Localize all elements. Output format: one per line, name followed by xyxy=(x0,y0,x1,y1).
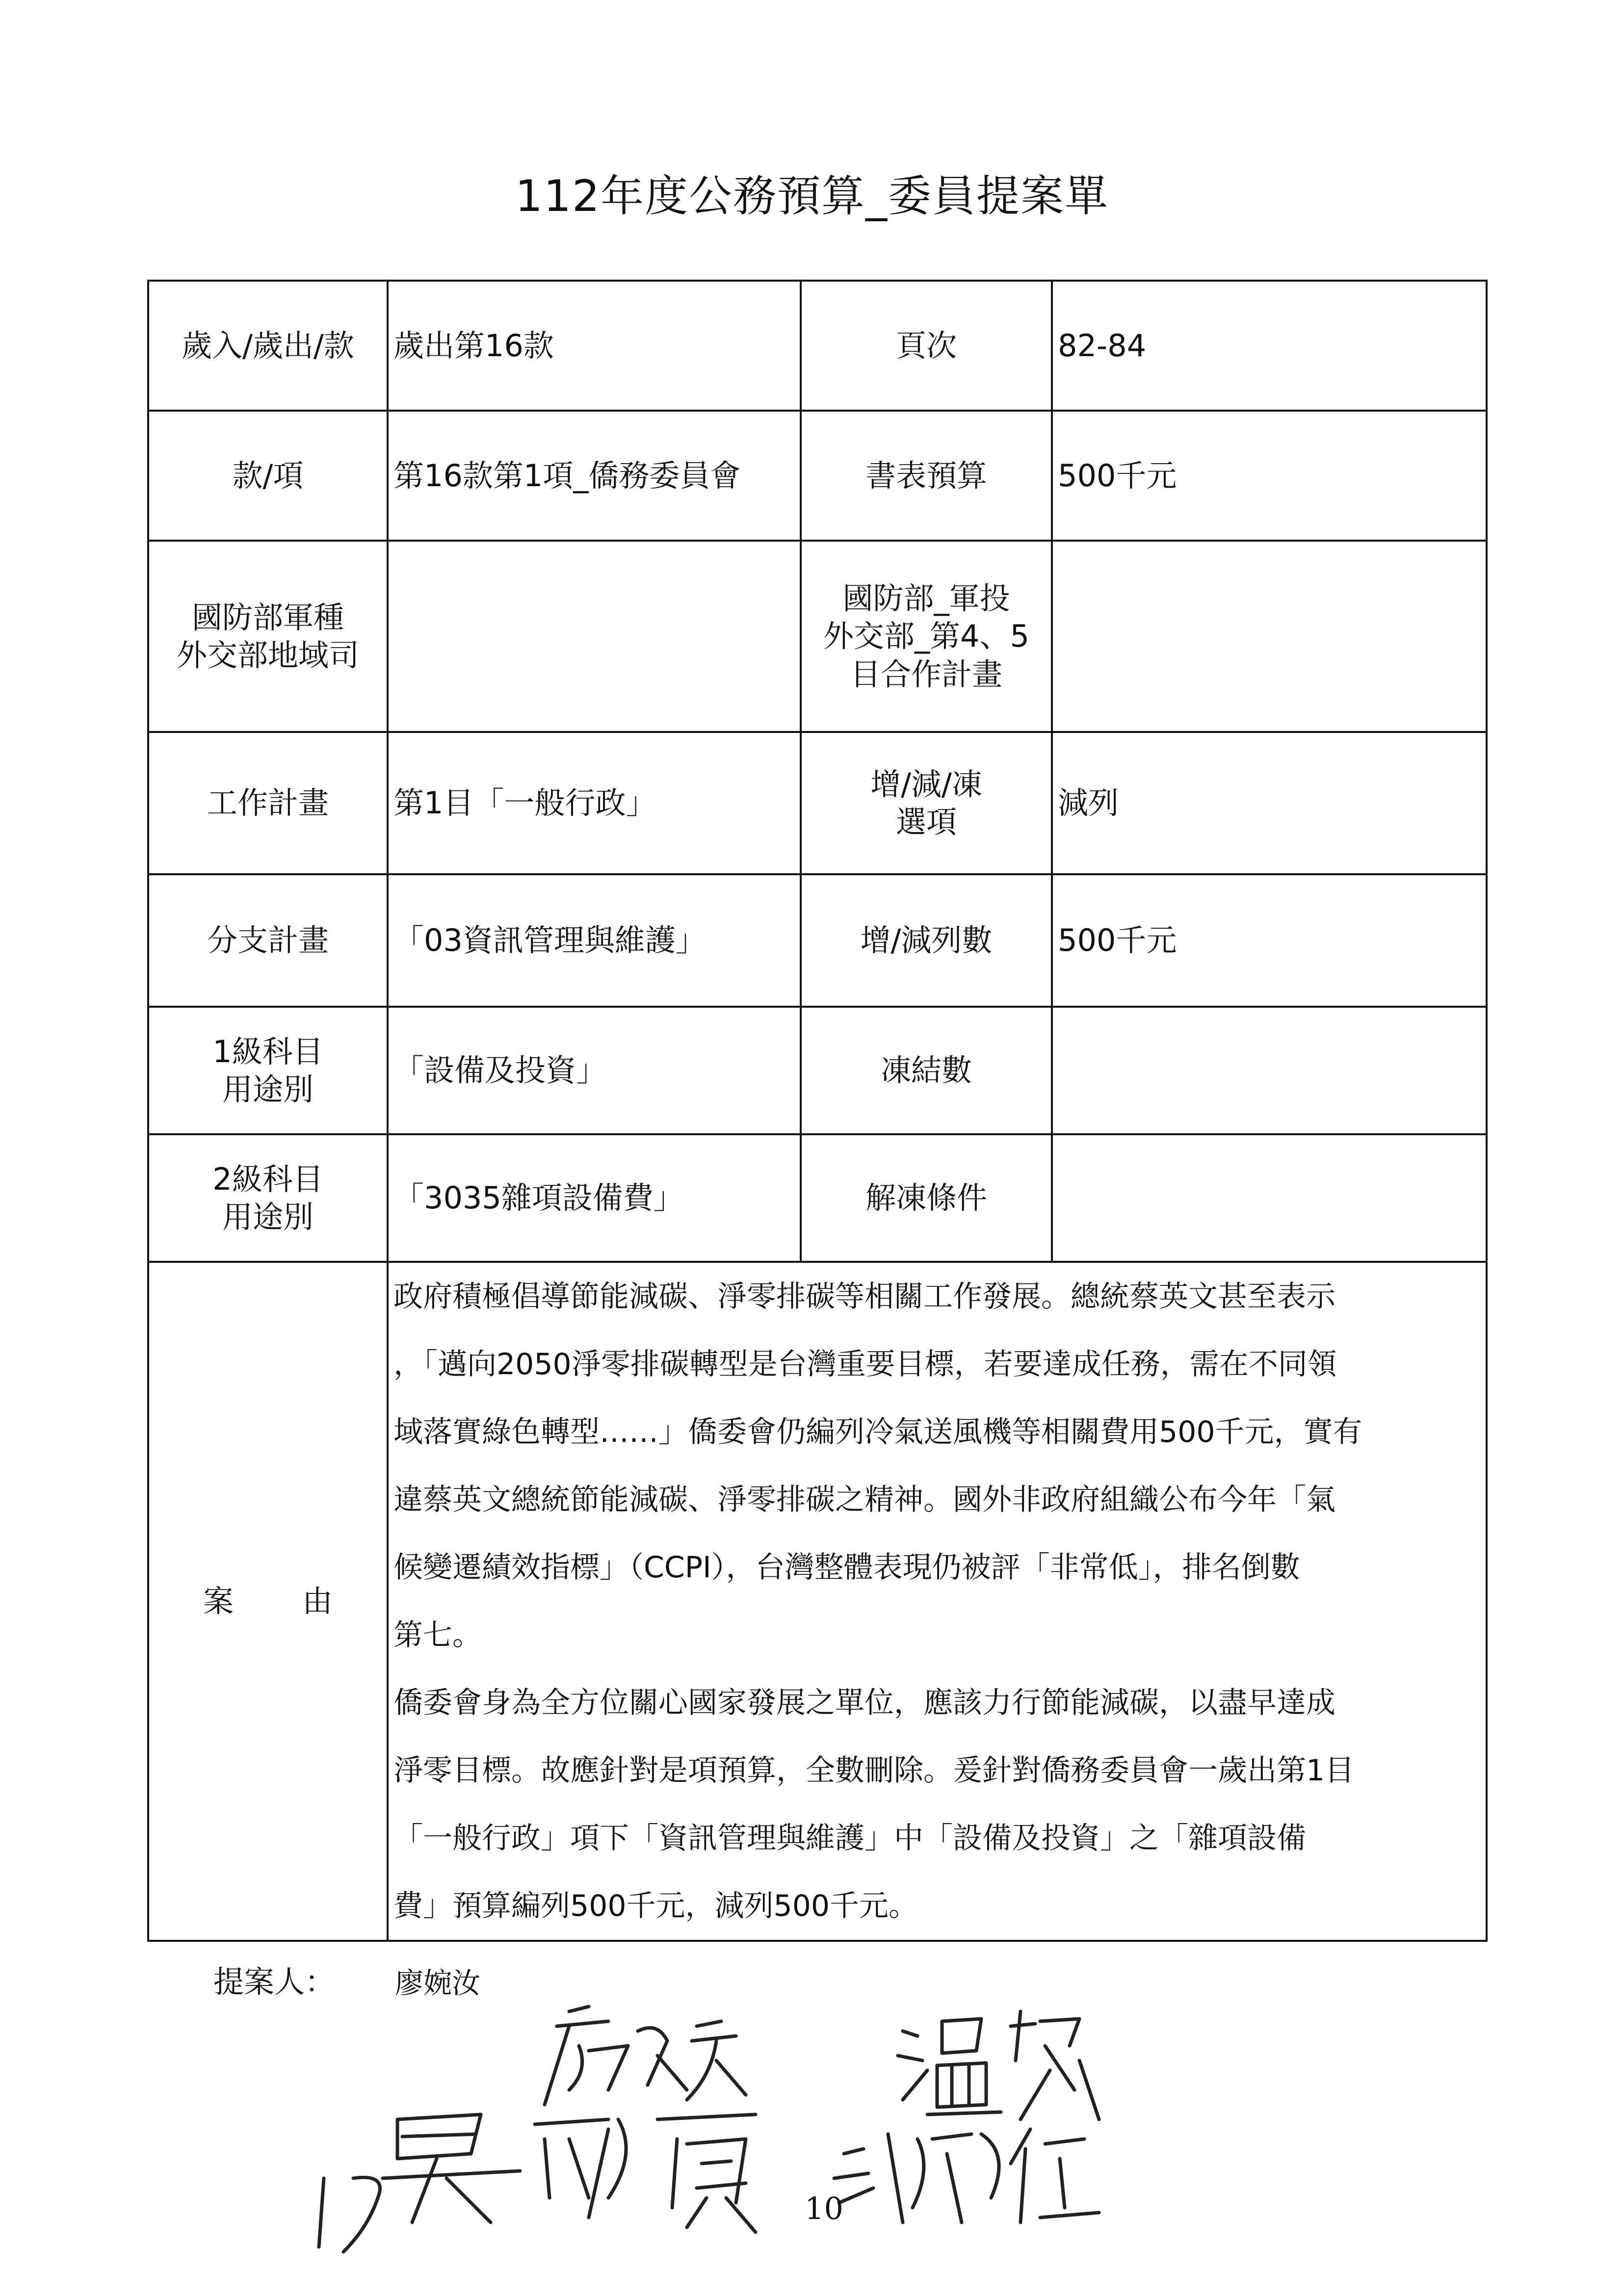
form-row-section-item xyxy=(148,411,1487,541)
value-section-item: 第16款第1項_僑務委員會 xyxy=(388,411,801,541)
reason-line: 違蔡英文總統節能減碳、淨零排碳之精神。國外非政府組織公布今年「氣 xyxy=(393,1483,1336,1517)
page-title: 112年度公務預算_委員提案單 xyxy=(515,171,1109,221)
form-row-work-plan xyxy=(148,732,1487,874)
label-level2-subject xyxy=(148,1134,388,1262)
reason-line: ，「邁向2050淨零排碳轉型是台灣重要目標，若要達成任務，需在不同領 xyxy=(393,1347,1337,1382)
proposer-label: 提案人： xyxy=(213,1964,336,2000)
label-line: 2級科目 xyxy=(212,1161,323,1197)
form-row-level2-subject xyxy=(148,1134,1487,1262)
form-row-reason xyxy=(148,1262,1487,1941)
label-line: 用途別 xyxy=(222,1071,314,1107)
form-row-level1-subject xyxy=(148,1007,1487,1134)
reason-line: 淨零目標。故應針對是項預算，全數刪除。爰針對僑務委員會一歲出第1目 xyxy=(393,1753,1355,1788)
label-line: 選項 xyxy=(895,804,957,840)
label-reason-char: 案 xyxy=(203,1583,234,1619)
label-change-amount: 增/減列數 xyxy=(801,874,1052,1007)
value-defense-foreign-plan xyxy=(1052,541,1487,732)
reason-line: 僑委會身為全方位關心國家發展之單位，應該力行節能減碳，以盡早達成 xyxy=(393,1686,1336,1720)
label-defense-foreign-dept xyxy=(148,541,388,732)
label-level1-subject xyxy=(148,1007,388,1134)
label-page: 頁次 xyxy=(801,281,1052,411)
value-unfreeze-condition xyxy=(1052,1134,1487,1262)
value-frozen-amount xyxy=(1052,1007,1487,1134)
label-line: 用途別 xyxy=(222,1199,314,1235)
form-row-defense-foreign xyxy=(148,541,1487,732)
proposer-name: 廖婉汝 xyxy=(395,1966,481,2000)
label-reason xyxy=(148,1262,388,1941)
value-page: 82-84 xyxy=(1052,281,1487,411)
proposal-form-table xyxy=(147,280,1488,1942)
label-unfreeze-condition: 解凍條件 xyxy=(801,1134,1052,1262)
label-line: 1級科目 xyxy=(212,1033,323,1070)
reason-line: 「一般行政」項下「資訊管理與維護」中「設備及投資」之「雜項設備 xyxy=(393,1821,1306,1855)
label-line: 外交部地域司 xyxy=(176,637,359,673)
reason-line: 域落實綠色轉型……」僑委會仍編列冷氣送風機等相關費用500千元，實有 xyxy=(393,1415,1362,1449)
value-level2-subject: 「3035雜項設備費」 xyxy=(388,1134,801,1262)
label-budget-section: 歲入/歲出/款 xyxy=(148,281,388,411)
value-budget-section: 歲出第16款 xyxy=(388,281,801,411)
value-level1-subject: 「設備及投資」 xyxy=(388,1007,801,1134)
label-defense-foreign-plan xyxy=(801,541,1052,732)
value-work-plan: 第1目「一般行政」 xyxy=(388,732,801,874)
label-statement-budget: 書表預算 xyxy=(801,411,1052,541)
label-work-plan: 工作計畫 xyxy=(148,732,388,874)
label-line: 目合作計畫 xyxy=(850,656,1002,692)
value-statement-budget: 500千元 xyxy=(1052,411,1487,541)
label-line: 增/減/凍 xyxy=(870,766,982,802)
value-change-amount: 500千元 xyxy=(1052,874,1487,1007)
form-row-budget-section xyxy=(148,281,1487,411)
reason-line: 候變遷績效指標」（CCPI），台灣整體表現仍被評「非常低」，排名倒數 xyxy=(393,1550,1300,1585)
label-frozen-amount: 凍結數 xyxy=(801,1007,1052,1134)
label-section-item: 款/項 xyxy=(148,411,388,541)
label-line: 國防部軍種 xyxy=(191,599,344,635)
reason-body xyxy=(393,1263,1481,1940)
value-action-option: 減列 xyxy=(1052,732,1487,874)
reason-line: 費」預算編列500千元，減列500千元。 xyxy=(393,1889,918,1923)
reason-line: 政府積極倡導節能減碳、淨零排碳等相關工作發展。總統蔡英文甚至表示 xyxy=(393,1279,1336,1314)
label-line: 國防部_軍投 xyxy=(842,580,1010,616)
label-action-option xyxy=(801,732,1052,874)
reason-line: 第七。 xyxy=(393,1618,482,1652)
label-branch-plan: 分支計畫 xyxy=(148,874,388,1007)
reason-text-cell xyxy=(388,1262,1487,1941)
page-number: 10 xyxy=(805,2191,843,2226)
form-row-branch-plan xyxy=(148,874,1487,1007)
value-branch-plan: 「03資訊管理與維護」 xyxy=(388,874,801,1007)
label-line: 外交部_第4、5 xyxy=(823,618,1029,654)
label-reason-char: 由 xyxy=(302,1583,333,1619)
value-defense-foreign-dept xyxy=(388,541,801,732)
